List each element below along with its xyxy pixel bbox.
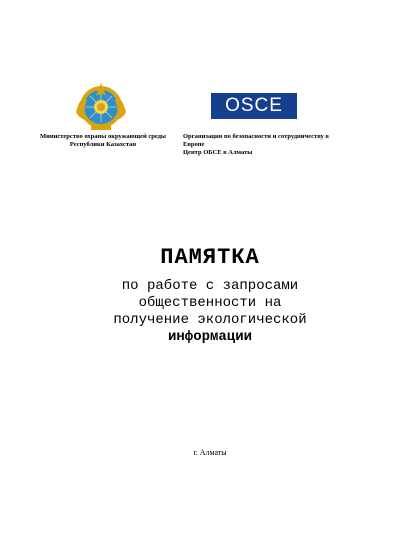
- osce-logo: [211, 93, 297, 119]
- subtitle-line: информации: [167, 329, 252, 345]
- kazakhstan-emblem-icon: [73, 82, 129, 132]
- org-line: Европе: [183, 141, 205, 148]
- document-title: ПАМЯТКА: [160, 245, 260, 270]
- ministry-name: Министерство охраны окружающей среды Республики Казахстан: [39, 133, 167, 148]
- osce-logo-text: OSCE: [225, 95, 283, 116]
- org-line: Организация по безопасности и сотрудничеству в: [183, 133, 329, 140]
- subtitle-line: получение экологической: [113, 312, 307, 328]
- org-line: Центр ОБСЕ в Алматы: [183, 149, 253, 156]
- organization-name: [183, 133, 338, 157]
- subtitle-line: по работе с запросами: [121, 278, 299, 294]
- subtitle-line: общественности на: [138, 295, 282, 311]
- document-subtitle: [40, 278, 380, 346]
- city-label: г. Алматы: [193, 448, 227, 457]
